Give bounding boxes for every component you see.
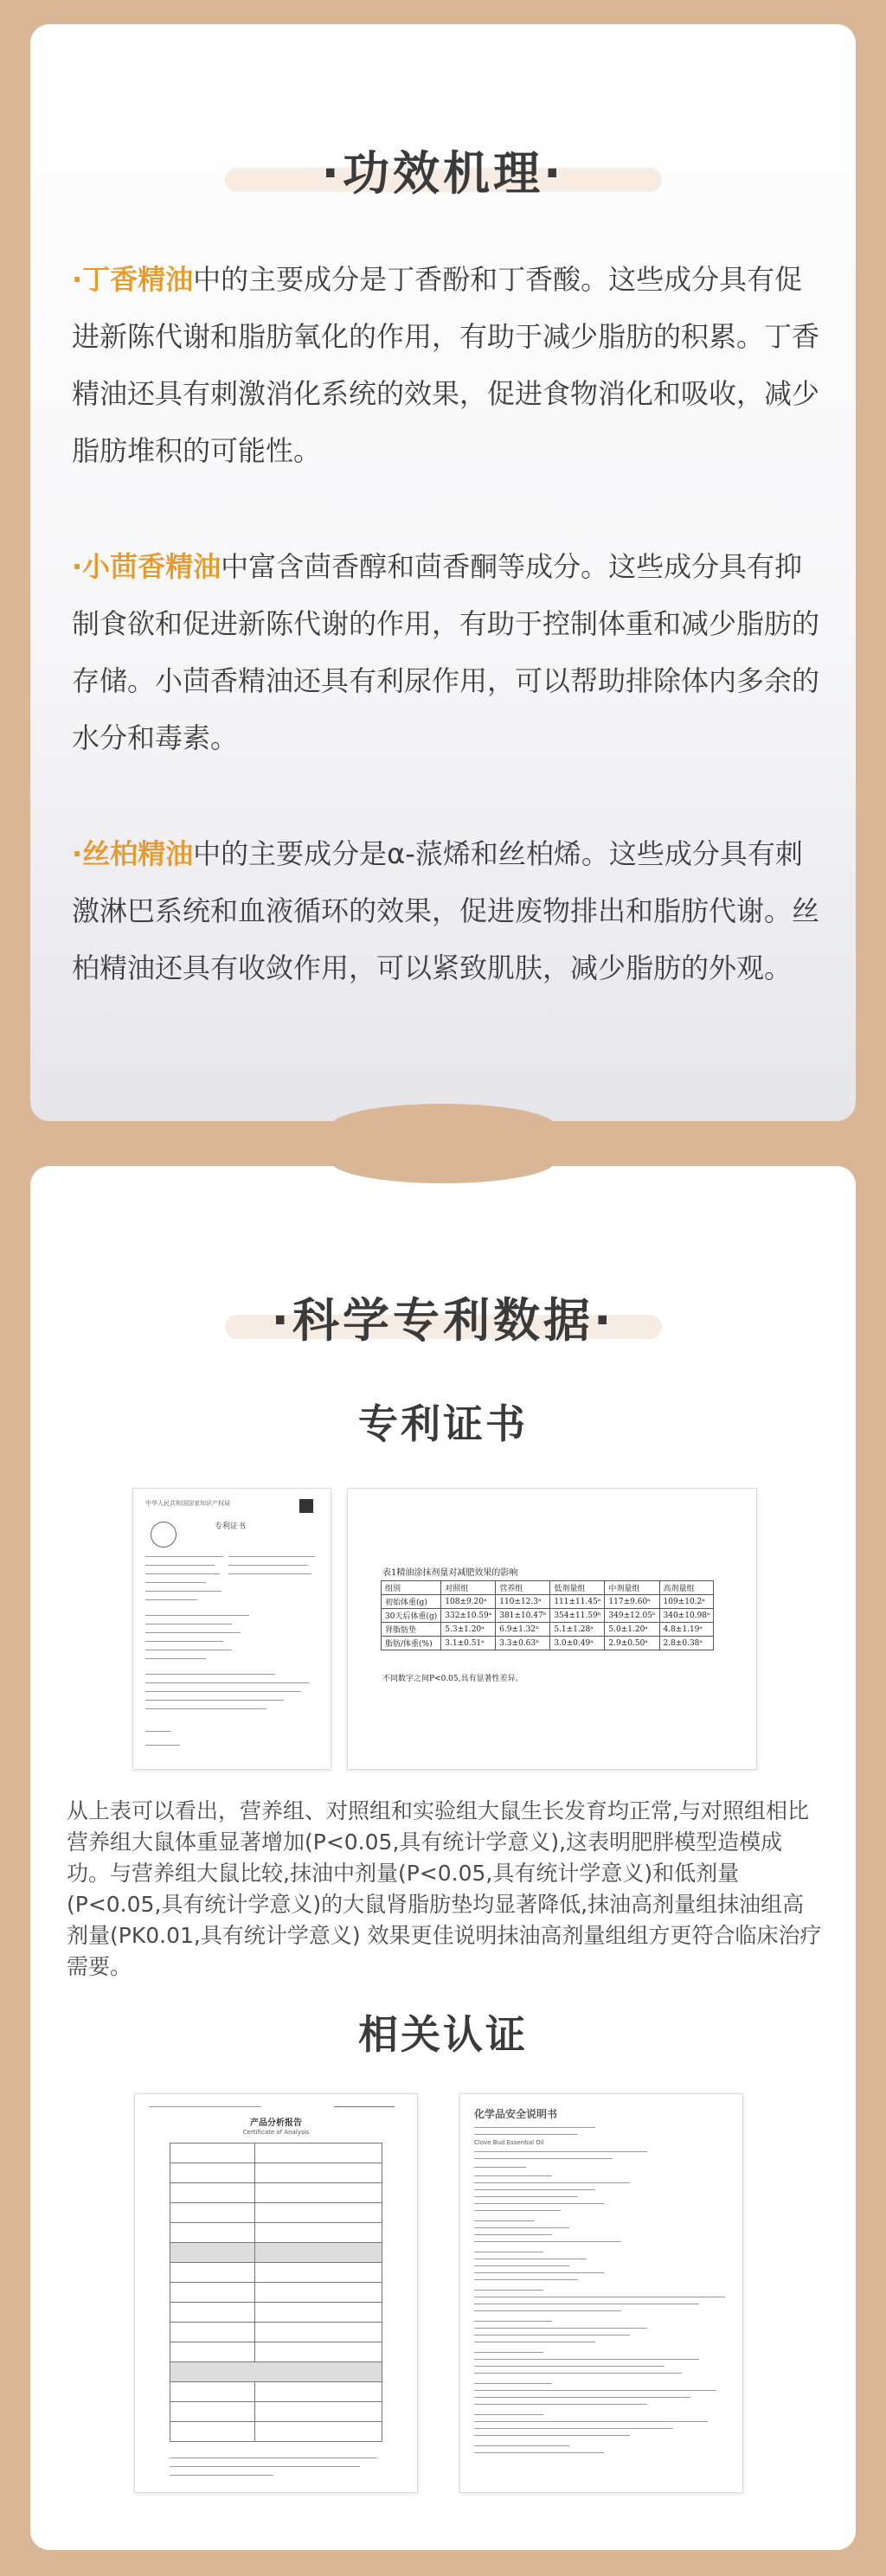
table-cell: 109±10.2ᵃ	[659, 1595, 714, 1609]
cert1-title: 产品分析报告	[250, 2118, 302, 2128]
table-header-cell: 组别	[382, 1581, 441, 1595]
table-row	[382, 1637, 714, 1650]
table-cell: 117±9.60ᵃ	[605, 1595, 659, 1609]
qr-code-icon	[299, 1499, 313, 1513]
table-cell: 108±9.20ᵃ	[441, 1595, 496, 1609]
table-cell: 2.8±0.38ᵃ	[659, 1637, 714, 1650]
table-cell: 2.9±0.50ᵃ	[605, 1637, 659, 1650]
paragraph-text: 中的主要成分是丁香酚和丁香酸。这些成分具有促进新陈代谢和脂肪氧化的作用，有助于减少脂肪的积累。丁香精油还具有刺激消化系统的效果，促进食物消化和吸收，减少脂肪堆积的可能性。	[72, 263, 820, 467]
table-row	[382, 1609, 714, 1623]
paragraph-clove	[72, 251, 825, 479]
table-cell: 30天后体重(g)	[382, 1609, 441, 1623]
analysis-report-image	[134, 2093, 418, 2493]
cert-heading: 相关认证	[358, 2011, 528, 2058]
card-notch	[331, 1104, 555, 1126]
table-note: 不同数字之间P<0.05,具有显著性差异。	[382, 1675, 523, 1683]
table-header-cell: 营养组	[496, 1581, 550, 1595]
table-header-cell: 低剂量组	[550, 1581, 605, 1595]
safety-data-sheet-image	[459, 2093, 743, 2493]
highlight-cypress: ·丝柏精油	[72, 837, 194, 870]
table-cell: 332±10.59ᵃ	[441, 1609, 496, 1623]
table-cell: 340±10.98ᵃ	[659, 1609, 714, 1623]
table-caption: 表1精油涂抹剂量对减肥效果的影响	[382, 1568, 518, 1578]
mechanism-card	[30, 24, 856, 1121]
table-cell: 349±12.05ᵇ	[605, 1609, 659, 1623]
table-row	[382, 1595, 714, 1609]
paragraph-cypress	[72, 825, 825, 996]
cert2-title: 化学品安全说明书	[474, 2108, 558, 2120]
table-header-cell: 中剂量组	[605, 1581, 659, 1595]
results-table	[381, 1580, 714, 1650]
table-cell: 5.0±1.20ᵃ	[605, 1623, 659, 1637]
table-cell: 4.8±1.19ᵃ	[659, 1623, 714, 1637]
paragraph-fennel	[72, 538, 825, 766]
paragraph-text: 中的主要成分是α-蒎烯和丝柏烯。这些成分具有刺激淋巴系统和血液循环的效果，促进废物排出和脂肪代谢。丝柏精油还具有收敛作用，可以紧致肌肤，减少脂肪的外观。	[72, 837, 820, 984]
table-cell: 脂肪/体重(%)	[382, 1637, 441, 1650]
table-cell: 110±12.3ᵃ	[496, 1595, 550, 1609]
cert2-subtitle: Clove Bud Essential Oil	[474, 2139, 544, 2146]
table-cell: 111±11.45ᵃ	[550, 1595, 605, 1609]
section-title-wrap	[30, 1284, 856, 1350]
emblem-icon	[151, 1522, 177, 1548]
table-header-row	[382, 1581, 714, 1595]
table-cell: 3.0±0.49ᵃ	[550, 1637, 605, 1650]
table-cell: 3.3±0.63ᵇ	[496, 1637, 550, 1650]
patent-doc-header: 中华人民共和国国家知识产权局	[145, 1500, 230, 1507]
table-cell: 肾脂肪垫	[382, 1623, 441, 1637]
table-cell: 381±10.47ᵇ	[496, 1609, 550, 1623]
cert1-subtitle: Certificate of Analysis	[242, 2129, 310, 2136]
table-header-cell: 对照组	[441, 1581, 496, 1595]
table-header-cell: 高剂量组	[659, 1581, 714, 1595]
patent-table-image	[347, 1488, 757, 1770]
patent-badge: 专利证书	[215, 1522, 247, 1531]
patent-heading: 专利证书	[358, 1400, 528, 1447]
table-cell: 5.3±1.20ᵃ	[441, 1623, 496, 1637]
highlight-fennel: ·小茴香精油	[72, 550, 222, 583]
table-cell: 5.1±1.28ᵃ	[550, 1623, 605, 1637]
card-notch	[331, 1161, 555, 1183]
table-cell: 3.1±0.51ᵃ	[441, 1637, 496, 1650]
patent-card	[30, 1166, 856, 2550]
section-title: ·功效机理·	[321, 146, 565, 201]
patent-certificate-image	[132, 1488, 331, 1770]
table-cell: 354±11.59ᵇ	[550, 1609, 605, 1623]
paragraph-text: 中富含茴香醇和茴香酮等成分。这些成分具有抑制食欲和促进新陈代谢的作用，有助于控制体重和减少脂肪的存储。小茴香精油还具有利尿作用，可以帮助排除体内多余的水分和毒素。	[72, 550, 820, 754]
section-title: ·科学专利数据·	[271, 1293, 615, 1348]
cert1-table	[170, 2143, 382, 2442]
table-cell: 6.9±1.32ᵇ	[496, 1623, 550, 1637]
table-cell: 初始体重(g)	[382, 1595, 441, 1609]
table-row	[382, 1623, 714, 1637]
analysis-text: 从上表可以看出，营养组、对照组和实验组大鼠生长发育均正常,与对照组相比营养组大鼠体重显著增加(P<0.05,具有统计学意义),这表明肥胖模型造模成功。与营养组大鼠比较,抹油中剂量(P<0.05,具有统计学意义)和低剂量(P<0.05,具有统计学意义)的大鼠肾脂肪垫均显著降低,抹油高剂量组抹油组高剂量(PK0.01,具有统计学意义) 效果更佳说明抹油高剂量组组方更符合临床治疗需要。	[67, 1798, 822, 1979]
highlight-clove: ·丁香精油	[72, 263, 194, 296]
section-title-wrap	[30, 137, 856, 203]
